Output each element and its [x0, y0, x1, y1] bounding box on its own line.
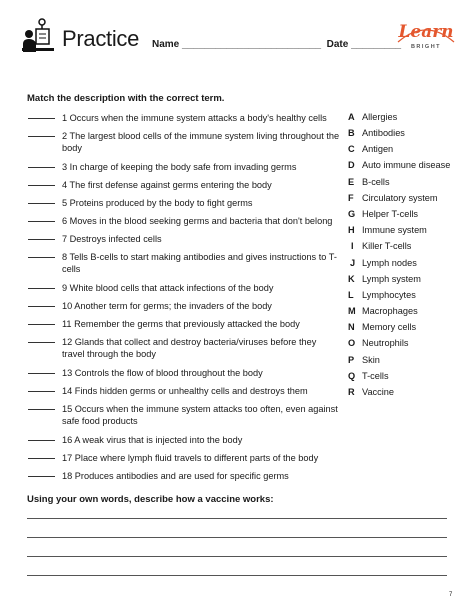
- question-text: 17 Place where lymph fluid travels to different parts of the body: [62, 453, 319, 463]
- option-label: Macrophages: [362, 306, 418, 316]
- option-label: Antibodies: [362, 128, 405, 138]
- option-letter: C: [348, 144, 355, 154]
- question-text: 1 Occurs when the immune system attacks a body's healthy cells: [62, 113, 327, 123]
- option-label: Lymphocytes: [362, 290, 416, 300]
- option-letter: I: [351, 241, 354, 251]
- option-letter: R: [348, 387, 355, 397]
- answer-blank[interactable]: [28, 382, 55, 392]
- name-date-field[interactable]: Name _________________________ Date _________: [152, 39, 402, 50]
- question-text: 12 Glands that collect and destroy bacteria/viruses before they travel through the body: [62, 337, 317, 359]
- writing-line[interactable]: [27, 575, 447, 576]
- answer-blank[interactable]: [28, 109, 55, 119]
- option-label: Auto immune disease: [362, 160, 451, 170]
- option-label: Killer T-cells: [362, 241, 412, 251]
- question-text: 6 Moves in the blood seeking germs and bacteria that don't belong: [62, 216, 333, 226]
- option-letter: O: [348, 338, 356, 348]
- logo-subtext: BRIGHT: [410, 44, 442, 50]
- option-letter: J: [350, 258, 356, 268]
- answer-blank[interactable]: [28, 279, 55, 289]
- logo-word: Learn: [398, 22, 454, 42]
- question-text: 4 The first defense against germs entering the body: [62, 180, 272, 190]
- answer-blank[interactable]: [28, 158, 55, 168]
- option-label: Memory cells: [362, 322, 417, 332]
- question-text: 14 Finds hidden germs or unhealthy cells and destroys them: [62, 386, 308, 396]
- question-text: 5 Proteins produced by the body to fight germs: [62, 198, 253, 208]
- option-label: Allergies: [362, 112, 398, 122]
- question-text: 15 Occurs when the immune system attacks too often, even against safe food products: [62, 404, 338, 426]
- question-text: 10 Another term for germs; the invaders of the body: [62, 301, 272, 311]
- question-text: 16 A weak virus that is injected into the body: [62, 435, 243, 445]
- option-label: Antigen: [362, 144, 394, 154]
- option-label: Helper T-cells: [362, 209, 418, 219]
- writing-line[interactable]: [27, 537, 447, 538]
- question-text: 13 Controls the flow of blood throughout the body: [62, 368, 263, 378]
- question-text: 3 In charge of keeping the body safe from invading germs: [62, 162, 297, 172]
- option-label: T-cells: [362, 371, 389, 381]
- question-text: 2 The largest blood cells of the immune system living throughout the body: [62, 131, 340, 153]
- option-letter: M: [348, 306, 356, 316]
- answer-blank[interactable]: [28, 176, 55, 186]
- learn-bright-logo: [396, 22, 458, 62]
- option-letter: F: [348, 193, 354, 203]
- question-text: 9 White blood cells that attack infections of the body: [62, 283, 274, 293]
- option-letter: K: [348, 274, 355, 284]
- answer-blank[interactable]: [28, 315, 55, 325]
- vaccine-prompt: Using your own words, describe how a vaccine works:: [27, 494, 274, 505]
- answer-blank[interactable]: [28, 248, 55, 258]
- option-letter: G: [348, 209, 356, 219]
- option-label: Skin: [362, 355, 380, 365]
- option-letter: Q: [348, 371, 356, 381]
- option-label: Lymph system: [362, 274, 421, 284]
- option-letter: D: [348, 160, 355, 170]
- option-letter: N: [348, 322, 355, 332]
- answer-blank[interactable]: [28, 467, 55, 477]
- question-text: 7 Destroys infected cells: [62, 234, 162, 244]
- question-text: 8 Tells B-cells to start making antibodies and gives instructions to T-cells: [62, 252, 337, 274]
- option-label: Vaccine: [362, 387, 395, 397]
- answer-blank[interactable]: [28, 297, 55, 307]
- page-number: 7: [449, 592, 453, 598]
- option-label: Lymph nodes: [362, 258, 417, 268]
- answer-blank[interactable]: [28, 400, 55, 410]
- writing-line[interactable]: [27, 518, 447, 519]
- answer-blank[interactable]: [28, 431, 55, 441]
- question-text: 11 Remember the germs that previously attacked the body: [62, 319, 300, 329]
- answer-blank[interactable]: [28, 333, 55, 343]
- writing-line[interactable]: [27, 556, 447, 557]
- option-label: Immune system: [362, 225, 427, 235]
- page-title: Practice: [62, 26, 140, 51]
- option-label: B-cells: [362, 177, 390, 187]
- question-text: 18 Produces antibodies and are used for specific germs: [62, 471, 289, 481]
- answer-blank[interactable]: [28, 194, 55, 204]
- option-letter: A: [348, 112, 355, 122]
- option-label: Circulatory system: [362, 193, 438, 203]
- answer-blank[interactable]: [28, 449, 55, 459]
- option-letter: H: [348, 225, 355, 235]
- answer-blank[interactable]: [28, 212, 55, 222]
- option-label: Neutrophils: [362, 338, 409, 348]
- option-letter: E: [348, 177, 355, 187]
- answer-blank[interactable]: [28, 127, 55, 137]
- option-letter: P: [348, 355, 355, 365]
- instructions: Match the description with the correct term.: [27, 93, 225, 104]
- practice-icon: [22, 18, 58, 54]
- answer-blank[interactable]: [28, 364, 55, 374]
- option-letter: L: [348, 290, 354, 300]
- option-letter: B: [348, 128, 355, 138]
- answer-blank[interactable]: [28, 230, 55, 240]
